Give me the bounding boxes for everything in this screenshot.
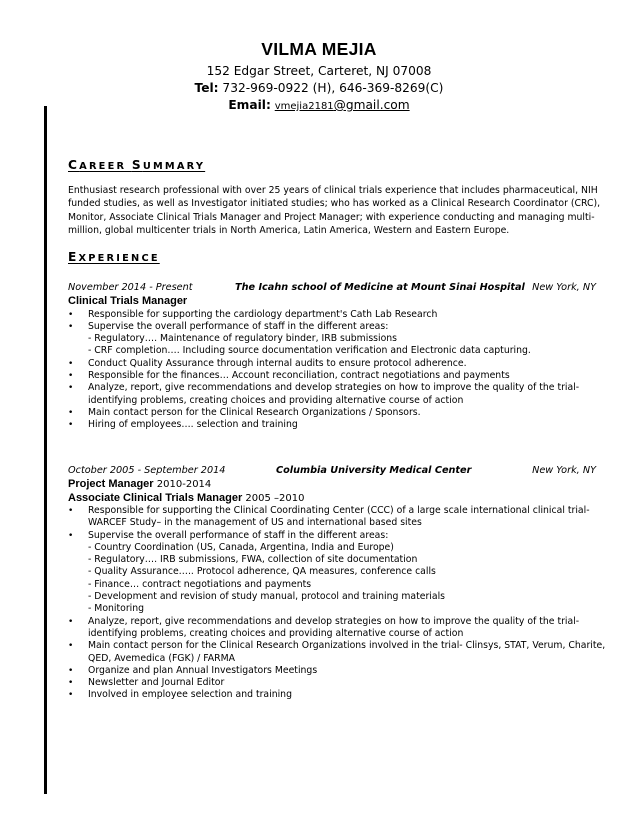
sub-item: - CRF completion…. Including source documentation verification and Electronic data capturing.	[88, 345, 531, 357]
person-name: VILMA MEJIA	[261, 39, 377, 59]
job-header	[68, 281, 608, 295]
sub-item: - Country Coordination (US, Canada, Argentina, India and Europe)	[88, 541, 394, 553]
job-organization: The Icahn school of Medicine at Mount Sinai Hospital	[235, 282, 525, 293]
list-item: • Main contact person for the Clinical Research Organizations involved in the trial- Clinsys, STAT, Verum, Charite, QED, Avemedica (FGK) / FARMA	[68, 640, 606, 664]
experience-heading: EXPERIENCE	[68, 250, 160, 264]
list-item: • Conduct Quality Assurance through internal audits to ensure protocol adherence.	[68, 357, 467, 369]
job-header	[68, 464, 608, 478]
list-item: • Involved in employee selection and training	[68, 689, 292, 701]
email-link[interactable]	[275, 98, 410, 112]
job-bullets	[68, 309, 608, 432]
sub-item: - Regulatory…. IRB submissions, FWA, collection of site documentation	[88, 554, 418, 566]
left-margin-rule	[44, 106, 47, 794]
job-title: Clinical Trials Manager	[68, 295, 188, 307]
list-item: • Responsible for the finances… Account reconciliation, contract negotiations and payments	[68, 369, 510, 381]
list-item: • Responsible for supporting the cardiology department's Cath Lab Research	[68, 308, 438, 320]
career-summary-section	[68, 158, 608, 237]
email-label: Email:	[228, 98, 271, 112]
list-item: • Hiring of employees…. selection and training	[68, 419, 298, 431]
resume-header	[0, 38, 638, 115]
sub-item: - Quality Assurance….. Protocol adherence, QA measures, conference calls	[88, 566, 436, 578]
email-line	[0, 97, 638, 115]
role-associate-ctm: Associate Clinical Trials Manager 2005 –2010	[68, 491, 305, 504]
job-columbia	[68, 464, 608, 702]
list-item: • Main contact person for the Clinical Research Organizations / Sponsors.	[68, 406, 421, 418]
job-mount-sinai	[68, 281, 608, 431]
sub-item: - Finance… contract negotiations and payments	[88, 578, 312, 590]
job-dates: October 2005 - September 2014	[68, 465, 226, 476]
job-location: New York, NY	[532, 282, 596, 293]
job-bullets	[68, 505, 608, 702]
tel-value: 732-969-0922 (H), 646-369-8269(C)	[218, 81, 444, 95]
sub-item: - Regulatory…. Maintenance of regulatory binder, IRB submissions	[88, 333, 398, 345]
sub-item: - Development and revision of study manual, protocol and training materials	[88, 591, 446, 603]
career-summary-heading: CAREER SUMMARY	[68, 158, 206, 172]
address: 152 Edgar Street, Carteret, NJ 07008	[206, 64, 432, 78]
role-project-manager: Project Manager 2010-2014	[68, 478, 212, 490]
list-item: • Supervise the overall performance of staff in the different areas:	[68, 320, 389, 332]
list-item: • Responsible for supporting the Clinical Coordinating Center (CCC) of a large scale international clinical trial- WARCEF Study– in the management of US and international based sites	[68, 505, 590, 529]
experience-heading-block	[68, 250, 608, 266]
list-item: • Analyze, report, give recommendations and develop strategies on how to improve the quality of the trial- identifying problems, creating choices and providing alternative course of action	[68, 382, 580, 406]
tel-label: Tel:	[194, 81, 219, 95]
email-user: vmejia2181	[274, 101, 334, 112]
job-organization: Columbia University Medical Center	[276, 465, 472, 476]
list-item: • Organize and plan Annual Investigators Meetings	[68, 664, 318, 676]
job-location: New York, NY	[532, 465, 596, 476]
list-item: • Analyze, report, give recommendations and develop strategies on how to improve the quality of the trial- identifying problems, creating choices and providing alternative course of action	[68, 615, 580, 639]
list-item: • Supervise the overall performance of staff in the different areas:	[68, 529, 389, 541]
job-dates: November 2014 - Present	[68, 282, 193, 293]
sub-item: - Monitoring	[88, 603, 145, 615]
list-item: • Newsletter and Journal Editor	[68, 677, 225, 689]
email-domain: @gmail.com	[333, 98, 410, 112]
phone-line	[0, 80, 638, 97]
career-summary-text: Enthusiast research professional with over 25 years of clinical trials experience that includes pharmaceutical, NIH funded studies, as well as Investigator initiated studies; who has worked as a Clinical Research Coordinator (CRC), Monitor, Associate Clinical Trials Manager and Project Manager; with experience conducting and managing multi-million, global multicenter trials in North America, Latin America, Western and Eastern Europe.	[68, 185, 601, 236]
